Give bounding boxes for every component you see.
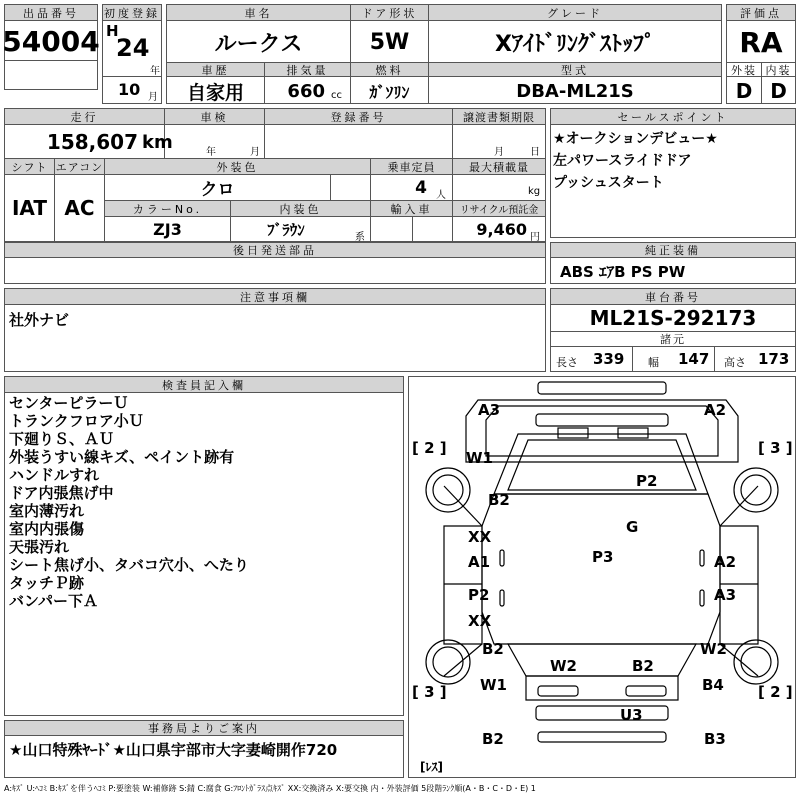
notes-label: 注意事項欄 <box>5 289 545 304</box>
damage-mark: A1 <box>468 553 491 571</box>
later-parts-label: 後日発送部品 <box>5 243 545 257</box>
score-label: 評価点 <box>727 5 795 20</box>
sales-line: ★オークションデビュー★ <box>553 131 718 147</box>
inspector-line: 室内薄汚れ <box>9 502 85 520</box>
ac-label: エアコン <box>55 160 104 174</box>
era: H <box>106 22 119 40</box>
door-type: 5W <box>369 29 410 55</box>
colorno-label: カラーNo. <box>105 201 230 216</box>
notes: 社外ナビ <box>9 310 70 329</box>
inspection-month-unit: 月 <box>250 147 260 158</box>
capacity-label: 乗車定員 <box>371 159 452 174</box>
inspector-line: ハンドルすれ <box>9 466 100 484</box>
first-reg-label: 初度登録 <box>104 6 160 20</box>
bracket-right-bottom: [ 2 ] <box>758 683 793 701</box>
width-label: 幅 <box>648 356 659 369</box>
sales-points <box>553 128 718 194</box>
inspector-line: センターピラーＵ <box>9 394 129 412</box>
interior-score: D <box>770 79 787 103</box>
damage-mark: B4 <box>702 676 724 694</box>
damage-mark: W1 <box>466 449 493 467</box>
transfer-day-unit: 日 <box>530 147 540 158</box>
inspector-line: タッチＰ跡 <box>9 574 85 592</box>
damage-mark: B2 <box>482 640 504 658</box>
sales-label: セールスポイント <box>551 109 795 124</box>
intcolor-label: 内装色 <box>231 201 370 216</box>
inspector-line: バンパー下Ａ <box>9 592 98 610</box>
door-label: ドア形状 <box>351 5 428 20</box>
inspector-line: ドア内張焦げ中 <box>9 484 114 502</box>
displacement-unit: cc <box>331 90 342 101</box>
color-label: 外装色 <box>105 159 370 174</box>
shift-label: シフト <box>5 159 54 174</box>
office-message: ★山口特殊ﾔｰﾄﾞ★山口県宇部市大字妻崎開作720 <box>9 740 338 759</box>
exterior-label: 外装 <box>731 63 757 76</box>
colorno: ZJ3 <box>153 220 182 239</box>
damage-mark: P2 <box>468 586 490 604</box>
equipment: ABS ｴｱB PS PW <box>560 262 686 281</box>
damage-mark: XX <box>468 612 492 630</box>
lot-label: 出品番号 <box>5 5 97 20</box>
grade: Xｱｲﾄﾞﾘﾝｸﾞｽﾄｯﾌﾟ <box>495 31 655 57</box>
length: 339 <box>593 350 625 368</box>
inspector-line: 室内内張傷 <box>9 520 85 538</box>
registration-label: 登録番号 <box>265 109 452 124</box>
name-label: 車名 <box>167 5 350 20</box>
damage-mark: B2 <box>632 657 654 675</box>
maxload-unit: kg <box>528 186 541 197</box>
model: DBA-ML21S <box>516 80 634 102</box>
inspector-line: 外装うすい線キズ、ペイント跡有 <box>9 448 235 466</box>
specs-label: 諸元 <box>660 333 686 346</box>
model-label: 型式 <box>429 63 721 76</box>
inspector-line: 下廻りＳ、ＡＵ <box>9 430 115 448</box>
capacity-unit: 人 <box>436 190 446 201</box>
displacement: 660 <box>287 80 325 102</box>
width: 147 <box>678 350 710 368</box>
sales-line: 左パワースライドドア <box>553 153 692 169</box>
damage-mark: G <box>626 518 639 536</box>
damage-mark: U3 <box>620 706 643 724</box>
office-label: 事務局よりご案内 <box>5 721 403 735</box>
inspector-line: 天張汚れ <box>9 538 70 556</box>
inspector-line: トランクフロア小Ｕ <box>9 412 144 430</box>
bracket-rear: [ﾚｽ] <box>420 760 443 774</box>
damage-mark: P3 <box>592 548 614 566</box>
car-name: ルークス <box>214 31 303 57</box>
score: RA <box>739 25 783 59</box>
maxload-label: 最大積載量 <box>453 159 545 174</box>
transfer-label: 譲渡書類期限 <box>453 109 545 124</box>
transfer-month-unit: 月 <box>494 147 504 158</box>
history-label: 車歴 <box>167 63 264 76</box>
mileage-unit: km <box>142 131 173 153</box>
damage-mark: XX <box>468 528 492 546</box>
bracket-left-top: [ 2 ] <box>412 439 447 457</box>
bracket-right-top: [ 3 ] <box>758 439 793 457</box>
chassis-number: ML21S-292173 <box>589 306 757 330</box>
mileage: 158,607 <box>46 130 138 154</box>
damage-mark: P2 <box>636 472 658 490</box>
displacement-label: 排気量 <box>265 63 350 76</box>
first-reg-month: 10 <box>118 80 141 99</box>
damage-mark: W1 <box>480 676 507 694</box>
inspector-line: シート焦げ小、タバコ穴小、へたり <box>9 556 249 574</box>
damage-mark: B2 <box>482 730 504 748</box>
legend: A:ｷｽﾞ U:ﾍｺﾐ B:ｷｽﾞを伴うﾍｺﾐ P:要塗装 W:補修跡 S:錆 C:腐食 G:ﾌﾛﾝﾄｶﾞﾗｽ点ｷｽﾞ XX:交換済み X:要交換 内・外装評価 5段階ﾗﾝｸ順(A・B・C・D・E) 1 <box>4 784 536 793</box>
recycle: 9,460 <box>476 220 527 239</box>
lot-number: 54004 <box>2 24 100 58</box>
length-label: 長さ <box>556 356 578 369</box>
height: 173 <box>758 350 790 368</box>
intcolor-unit: 系 <box>355 232 365 243</box>
damage-mark: W2 <box>550 657 577 675</box>
car-diagram <box>408 376 796 778</box>
shift: IAT <box>11 196 47 220</box>
fuel: ｶﾞｿﾘﾝ <box>369 82 410 102</box>
inspection-label: 車検 <box>165 109 264 124</box>
import-label: 輸入車 <box>371 201 452 216</box>
month-unit: 月 <box>148 92 158 103</box>
inspector-notes <box>9 394 249 610</box>
damage-mark: B2 <box>488 491 510 509</box>
damage-mark: A3 <box>478 401 501 419</box>
exterior-score: D <box>735 79 753 103</box>
history: 自家用 <box>186 81 244 104</box>
inspector-label: 検査員記入欄 <box>5 377 403 392</box>
bracket-left-bottom: [ 3 ] <box>412 683 447 701</box>
damage-mark: W2 <box>700 640 727 658</box>
first-reg-year: 24 <box>116 34 150 62</box>
sales-line: プッシュスタート <box>553 175 664 191</box>
damage-mark: B3 <box>704 730 726 748</box>
interior-label: 内装 <box>765 63 792 76</box>
damage-mark: A2 <box>714 553 737 571</box>
damage-mark: A2 <box>704 401 727 419</box>
fuel-label: 燃料 <box>351 63 428 76</box>
height-label: 高さ <box>724 356 746 369</box>
recycle-label: リサイクル預託金 <box>453 201 545 216</box>
ac: AC <box>64 196 95 220</box>
capacity: 4 <box>415 177 427 198</box>
chassis-label: 車台番号 <box>551 289 795 304</box>
mileage-label: 走行 <box>5 109 164 124</box>
inspection-year-unit: 年 <box>206 147 216 158</box>
color: クロ <box>200 180 235 200</box>
equipment-label: 純正装備 <box>551 243 795 257</box>
recycle-unit: 円 <box>530 232 540 243</box>
year-unit: 年 <box>150 66 160 77</box>
intcolor: ﾌﾞﾗｳﾝ <box>267 221 305 239</box>
damage-mark: A3 <box>714 586 737 604</box>
grade-label: グレード <box>429 5 721 20</box>
